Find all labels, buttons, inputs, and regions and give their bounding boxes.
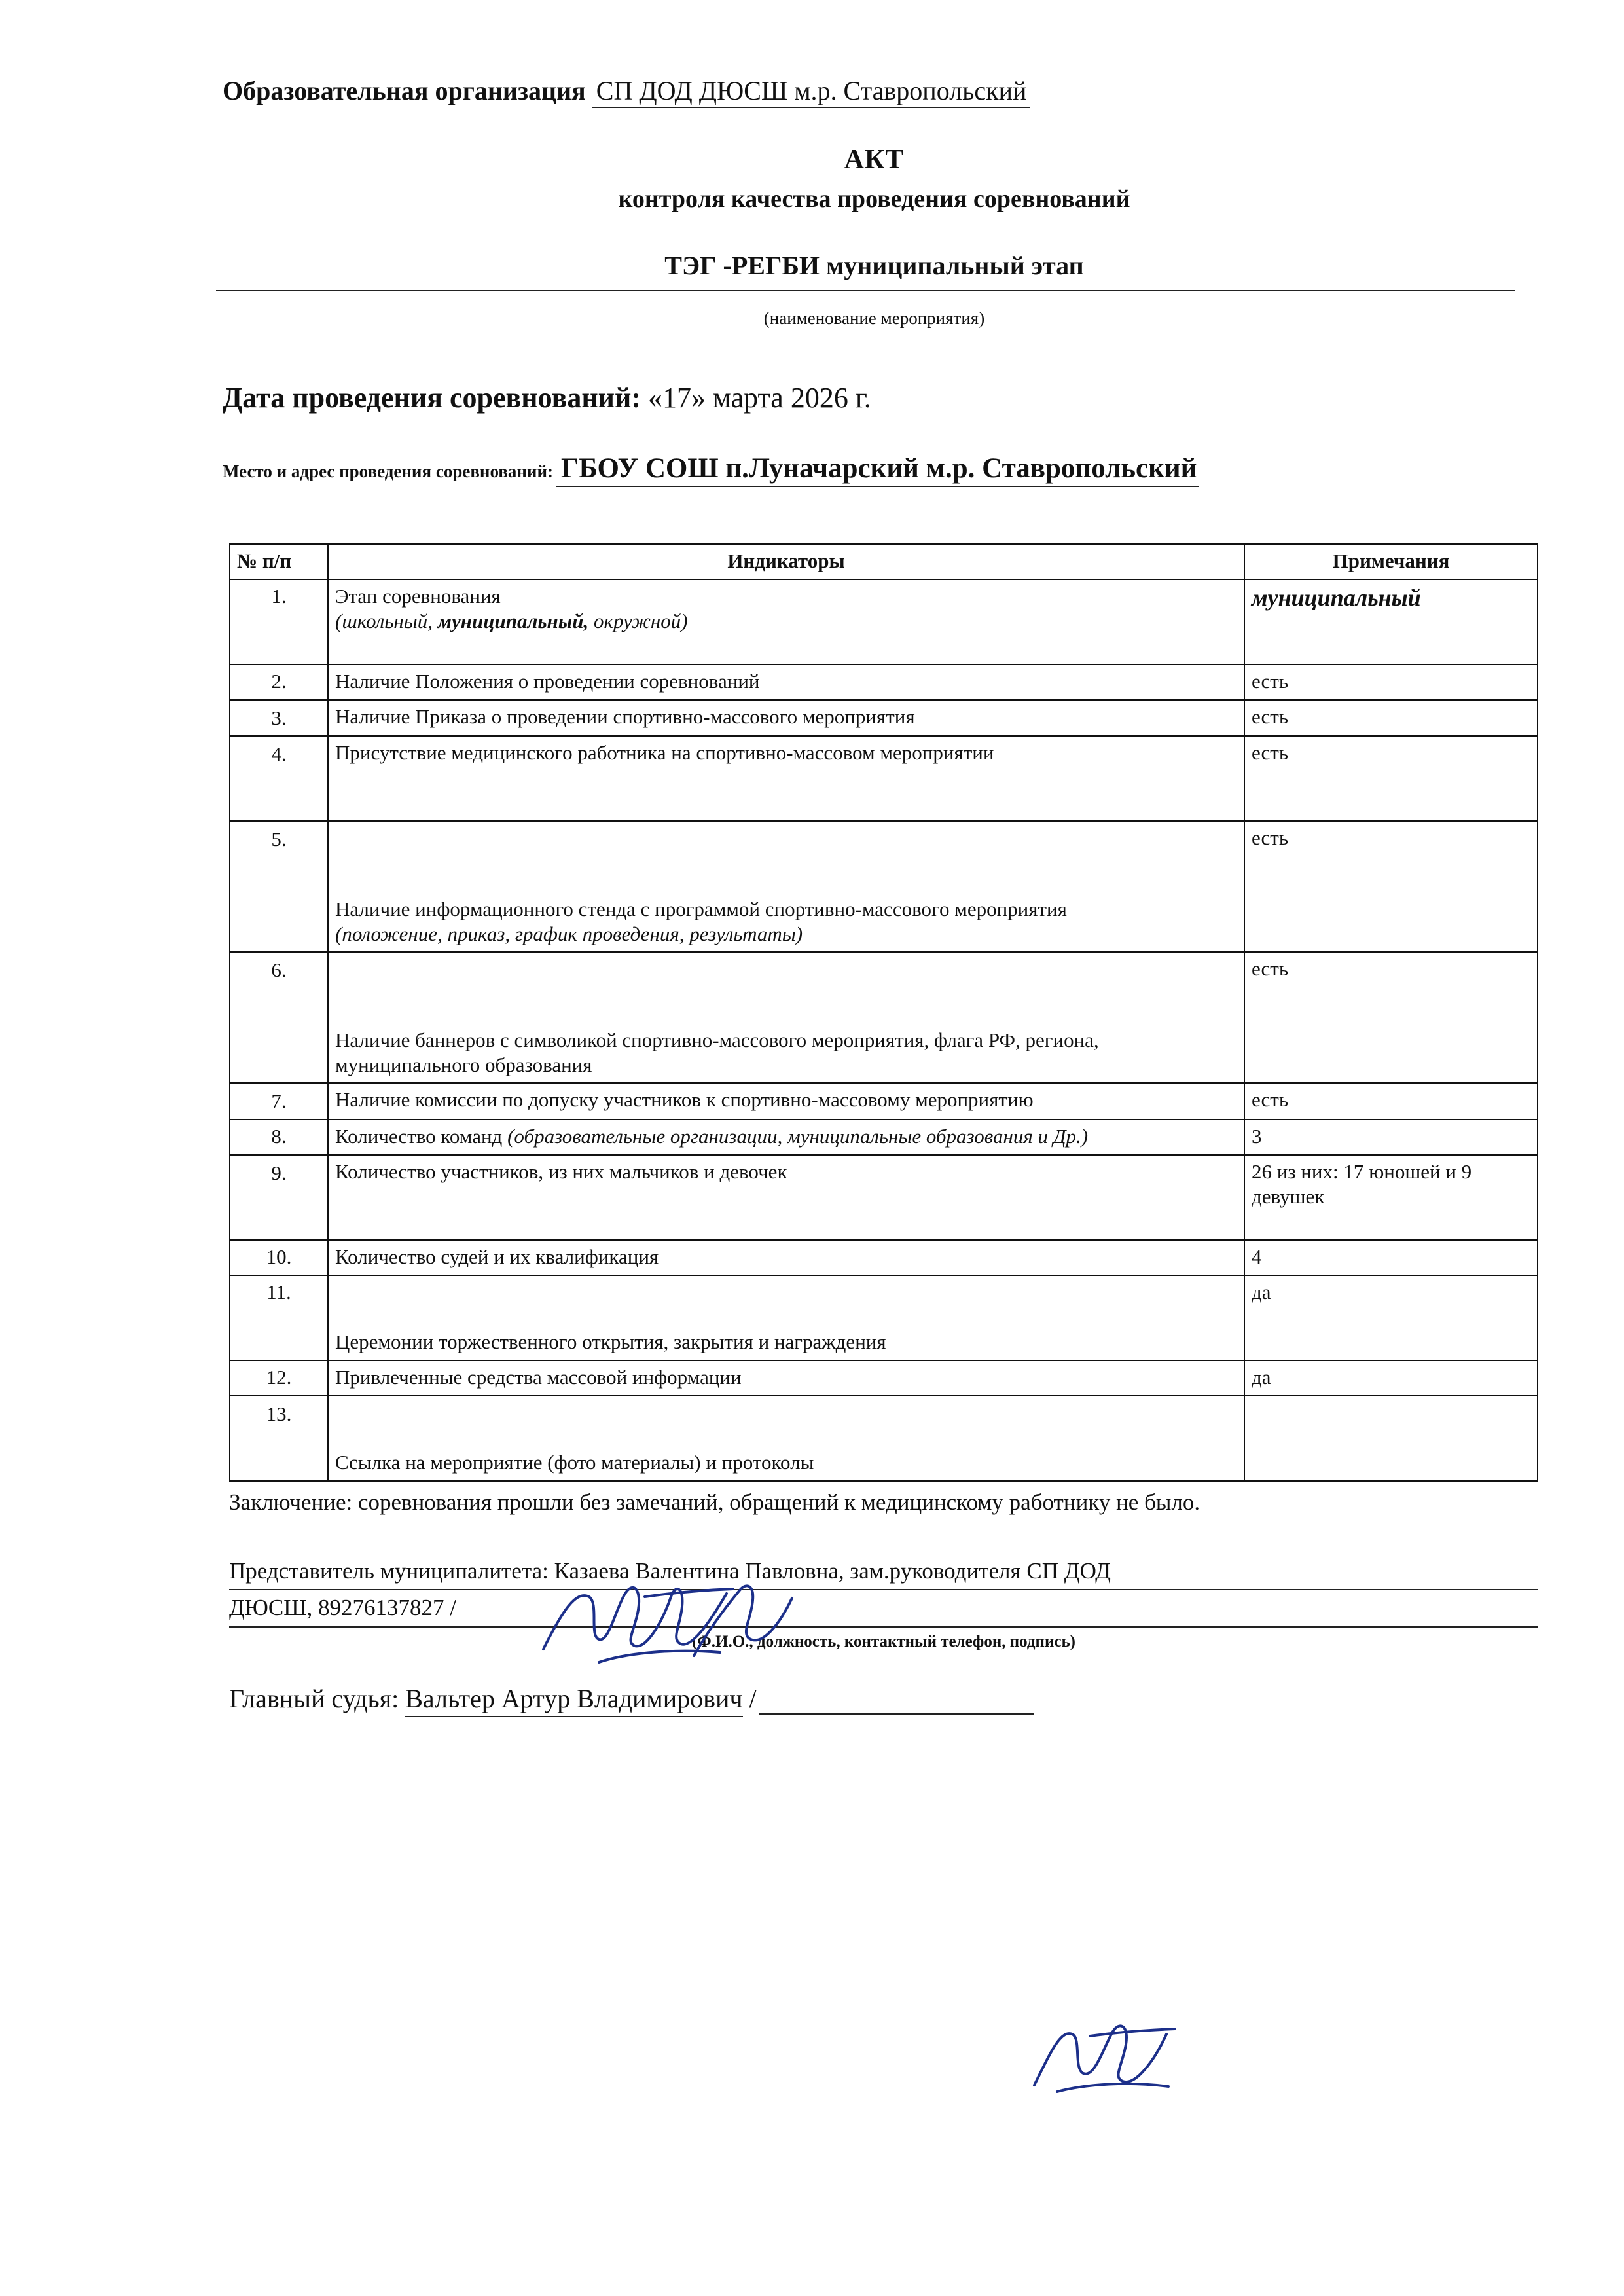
row-number: 6. (230, 952, 328, 1083)
chief-judge-line (229, 1683, 1526, 1715)
row-note: есть (1244, 700, 1538, 737)
row-number: 1. (230, 579, 328, 665)
table-header-indicators: Индикаторы (328, 544, 1244, 579)
row-note: да (1244, 1360, 1538, 1396)
event-title: ТЭГ -РЕГБИ муниципальный этап (664, 251, 1084, 280)
signature-caption: (Ф.И.О., должность, контактный телефон, подпись) (691, 1633, 1076, 1651)
table-row (230, 665, 1538, 700)
table-row (230, 1083, 1538, 1120)
row-number: 7. (230, 1083, 328, 1120)
row-indicator: Наличие комиссии по допуску участников к спортивно-массовому мероприятию (328, 1083, 1244, 1120)
row-indicator-italic: (образовательные организации, муниципальные образования и Др.) (507, 1125, 1089, 1148)
row-note (1244, 1396, 1538, 1481)
representative-block (229, 1556, 1545, 1653)
row-number: 12. (230, 1360, 328, 1396)
table-header-num: № п/п (230, 544, 328, 579)
table-row (230, 1275, 1538, 1360)
row-indicator (328, 821, 1244, 952)
table-row (230, 1240, 1538, 1275)
document-title: АКТ (844, 145, 905, 175)
row-note: 4 (1244, 1240, 1538, 1275)
table-header-row (230, 544, 1538, 579)
competition-date-line (223, 381, 1526, 414)
event-title-caption: (наименование мероприятия) (763, 308, 985, 328)
chief-judge-label: Главный судья: (229, 1683, 399, 1713)
row-note: есть (1244, 952, 1538, 1083)
table-row (230, 736, 1538, 821)
row-number: 5. (230, 821, 328, 952)
row-indicator-text: Наличие информационного стенда с программой спортивно-массового мероприятия (335, 897, 1067, 920)
table-row (230, 952, 1538, 1083)
row-note-text: муниципальный (1252, 584, 1421, 611)
row-number: 9. (230, 1155, 328, 1240)
organization-value: СП ДОД ДЮСШ м.р. Ставропольский (592, 76, 1031, 108)
row-indicator-text: Этап соревнования (335, 584, 501, 608)
row-number: 8. (230, 1120, 328, 1155)
table-row (230, 1120, 1538, 1155)
row-note (1244, 579, 1538, 665)
row-indicator (328, 579, 1244, 665)
row-indicator: Присутствие медицинского работника на спортивно-массовом мероприятии (328, 736, 1244, 821)
row-indicator: Наличие Положения о проведении соревнований (328, 665, 1244, 700)
document-subtitle: контроля качества проведения соревнований (618, 185, 1130, 213)
table-header-notes: Примечания (1244, 544, 1538, 579)
competition-place-line (223, 452, 1526, 484)
table-row (230, 821, 1538, 952)
row-indicator: Наличие баннеров с символикой спортивно-массового мероприятия, флага РФ, региона, муниципального образования (328, 952, 1244, 1083)
competition-place-value: ГБОУ СОШ п.Луначарский м.р. Ставропольский (556, 453, 1199, 487)
row-indicator: Количество судей и их квалификация (328, 1240, 1244, 1275)
row-note: есть (1244, 1083, 1538, 1120)
table-row (230, 1360, 1538, 1396)
row-indicator (328, 1120, 1244, 1155)
event-title-rule (216, 290, 1515, 291)
chief-judge-slash: / (749, 1683, 757, 1713)
row-indicator: Привлеченные средства массовой информации (328, 1360, 1244, 1396)
table-row (230, 579, 1538, 665)
row-number: 13. (230, 1396, 328, 1481)
row-indicator: Количество участников, из них мальчиков и девочек (328, 1155, 1244, 1240)
row-indicator: Церемонии торжественного открытия, закрытия и награждения (328, 1275, 1244, 1360)
conclusion-text: Заключение: соревнования прошли без замечаний, обращений к медицинскому работнику не было. (229, 1489, 1200, 1515)
competition-date-value: «17» марта 2026 г. (648, 382, 871, 414)
chief-judge-signature (1021, 2013, 1191, 2098)
table-row (230, 1396, 1538, 1481)
row-note: да (1244, 1275, 1538, 1360)
row-indicator-text: Количество команд (335, 1125, 508, 1148)
row-number: 11. (230, 1275, 328, 1360)
row-note: 3 (1244, 1120, 1538, 1155)
row-note: 26 из них: 17 юношей и 9 девушек (1244, 1155, 1538, 1240)
row-indicator: Ссылка на мероприятие (фото материалы) и протоколы (328, 1396, 1244, 1481)
row-note: есть (1244, 821, 1538, 952)
row-number: 2. (230, 665, 328, 700)
organization-line (223, 75, 1526, 106)
competition-place-label: Место и адрес проведения соревнований: (223, 462, 554, 481)
row-note: есть (1244, 736, 1538, 821)
row-indicator-italic: (школьный, муниципальный, окружной) (335, 609, 688, 632)
row-indicator-italic: (положение, приказ, график проведения, результаты) (335, 922, 803, 945)
competition-date-label: Дата проведения соревнований: (223, 382, 641, 414)
representative-line-1: Представитель муниципалитета: Казаева Валентина Павловна, зам.руководителя СП ДОД (229, 1556, 1538, 1590)
table-row (230, 700, 1538, 737)
organization-label: Образовательная организация (223, 76, 586, 105)
row-note: есть (1244, 665, 1538, 700)
row-number: 3. (230, 700, 328, 737)
row-number: 10. (230, 1240, 328, 1275)
row-number: 4. (230, 736, 328, 821)
table-row (230, 1155, 1538, 1240)
quality-control-table (229, 543, 1538, 1482)
chief-judge-name: Вальтер Артур Владимирович (405, 1684, 742, 1717)
chief-judge-signature-line (759, 1685, 1034, 1715)
row-indicator: Наличие Приказа о проведении спортивно-массового мероприятия (328, 700, 1244, 737)
representative-line-2: ДЮСШ, 89276137827 / (229, 1593, 1538, 1628)
